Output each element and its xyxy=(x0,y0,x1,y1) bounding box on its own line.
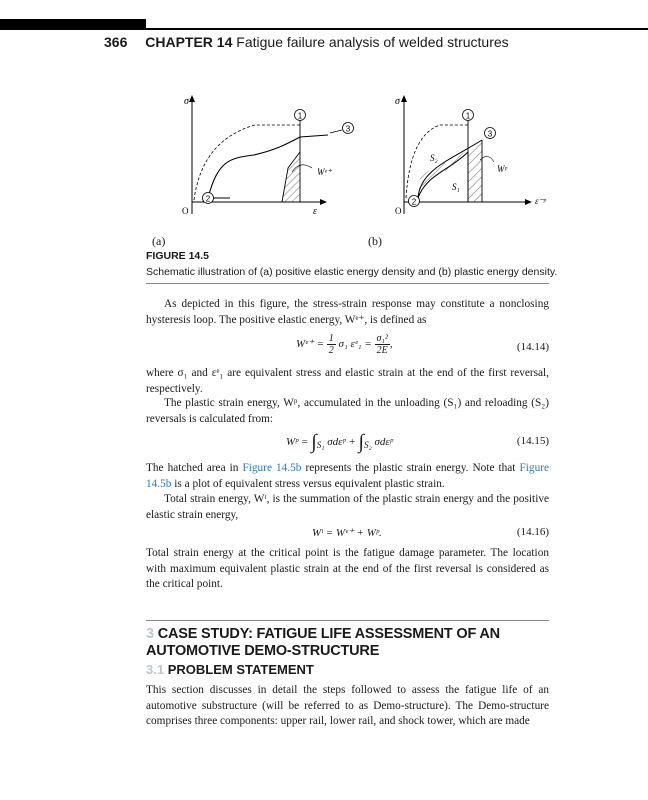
panel-a-letter: (a) xyxy=(152,234,166,248)
hatched-area-a xyxy=(282,152,300,202)
section-rule xyxy=(146,620,549,621)
equation-14-15: Wᵖ = $\int_{S_1}$ σdεᵖ + $\int_{S_2}$ σdεᵖ (14.15) xyxy=(286,431,549,453)
svg-text:Wᵖ: Wᵖ xyxy=(497,164,508,174)
figure-caption: Schematic illustration of (a) positive elastic energy density and (b) plastic energy density. xyxy=(146,266,558,278)
svg-text:ε⁻ᵖ: ε⁻ᵖ xyxy=(535,196,546,206)
page-number: 366 xyxy=(104,34,128,50)
paragraph-5: Total strain energy, Wᵗ, is the summation of the plastic strain energy and the positive elastic strain energy, xyxy=(146,493,549,521)
panel-b-letter: (b) xyxy=(368,234,382,248)
hatched-area-b xyxy=(418,140,482,202)
axis-sigma-a: σ xyxy=(184,96,189,107)
figure-link-2[interactable]: Figure 14.5b xyxy=(146,462,549,490)
equation-number-14-15: (14.15) xyxy=(516,435,549,447)
svg-text:σ: σ xyxy=(395,96,400,107)
svg-text:Wᵉ⁺: Wᵉ⁺ xyxy=(317,167,332,177)
svg-text:1: 1 xyxy=(465,111,471,121)
svg-text:ε: ε xyxy=(313,206,317,217)
svg-text:2: 2 xyxy=(205,194,211,204)
paragraph-2: where σ₁ and εᵉ₁ are equivalent stress and elastic strain at the end of the first reversal, respectively. xyxy=(146,367,549,395)
svg-text:1: 1 xyxy=(297,111,303,121)
svg-text:O: O xyxy=(182,206,189,216)
equation-number-14-16: (14.16) xyxy=(516,526,549,538)
running-head xyxy=(104,34,509,50)
chapter-title: Fatigue failure analysis of welded structures xyxy=(236,34,509,50)
caption-rule xyxy=(146,283,549,284)
svg-text:3: 3 xyxy=(487,129,493,139)
equation-14-14: Wᵉ⁺ = $\frac{1}{2}$ σ₁ εᵉ₁ = $\frac{\text{σ₁²}}{2E}$ , (14.14) xyxy=(296,333,549,356)
figure-panel-b xyxy=(390,90,560,225)
svg-text:3: 3 xyxy=(345,124,351,134)
svg-text:O: O xyxy=(395,206,402,216)
paragraph-4: The hatched area in Figure 14.5b represents the plastic strain energy. Note that Figure 14.5b is a plot of equivalent stress versus equivalent plastic strain. xyxy=(146,462,549,490)
equation-14-16: Wᵗ = Wᵉ⁺ + Wᵖ. (14.16) xyxy=(312,526,549,539)
subsection-title: 3.1 PROBLEM STATEMENT xyxy=(146,662,314,677)
equation-number-14-14: (14.14) xyxy=(516,341,549,353)
chapter-label: CHAPTER 14 xyxy=(145,34,233,50)
paragraph-3: The plastic strain energy, Wᵖ, accumulated in the unloading (S₁) and reloading (S₂) reversals is calculated from: xyxy=(146,397,549,425)
svg-text:2: 2 xyxy=(411,197,417,207)
figure-link-1[interactable]: Figure 14.5b xyxy=(242,462,302,474)
paragraph-1: As depicted in this figure, the stress-strain response may constitute a nonclosing hysteresis loop. The positive elastic energy, Wᵉ⁺, is defined as xyxy=(146,298,549,326)
section-paragraph: This section discusses in detail the steps followed to assess the fatigue life of an automotive substructure (will be referred to as Demo-structure). The Demo-structure comprises three components: upper rail, lower rail, and shock tower, which are made xyxy=(146,684,549,728)
figure-label: FIGURE 14.5 xyxy=(146,250,210,262)
svg-text:S₂: S₂ xyxy=(430,153,438,163)
header-rule xyxy=(0,28,648,30)
section-title: 3 CASE STUDY: FATIGUE LIFE ASSESSMENT OF AN AUTOMOTIVE DEMO-STRUCTURE xyxy=(146,626,500,659)
paragraph-6: Total strain energy at the critical point is the fatigue damage parameter. The location with maximum equivalent plastic strain at the end of the first reversal is considered as the critical point. xyxy=(146,547,549,591)
figure-panel-a xyxy=(170,90,355,225)
svg-text:S₁: S₁ xyxy=(452,182,460,192)
